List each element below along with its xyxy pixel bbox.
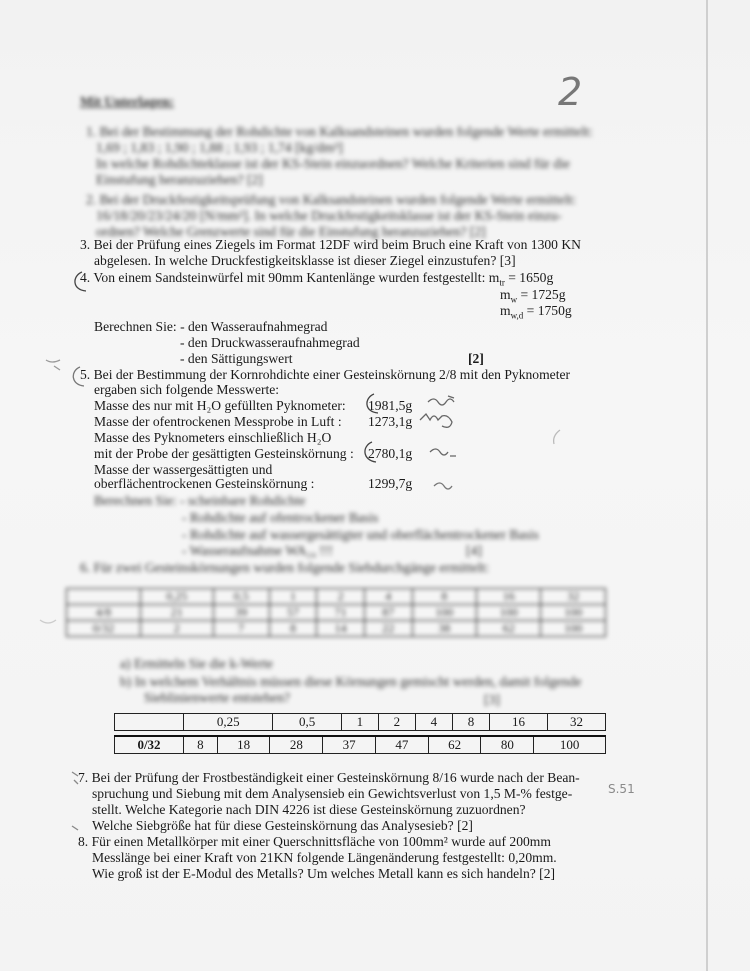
q8-line: Messlänge bei einer Kraft von 21KN folgende Längenänderung festgestellt: 0,20mm. <box>92 850 557 865</box>
q3-line-2: abgelesen. In welche Druckfestigkeitsklasse ist dieser Ziegel einzustufen? [3] <box>94 253 516 268</box>
q5-row-label: mit der Probe der gesättigten Gesteinskörnung : <box>94 446 354 461</box>
table-cell: 100 <box>541 605 606 621</box>
q7-line: stellt. Welche Kategorie nach DIN 4226 ist diese Gesteinskörnung zuzuordnen? <box>92 802 526 817</box>
q4-sub-tr: tr <box>499 277 505 288</box>
table-cell: 21 <box>140 605 213 621</box>
stray-mark-2 <box>40 620 56 623</box>
page-number-handwritten: 2 <box>558 70 583 114</box>
q5-line-1: 5. Bei der Bestimmung der Kornrohdichte einer Gesteinskörnung 2/8 mit den Pyknometer <box>80 367 571 382</box>
q4-m-symbol: m <box>500 287 511 302</box>
q4-item-2: - den Druckwasseraufnahmegrad <box>180 335 360 350</box>
q6-line: 6. Für zwei Gesteinskörnungen wurden folgende Siebdurchgänge ermittelt: <box>80 560 490 575</box>
table-cell: 62 <box>477 621 541 637</box>
m2-scribble <box>430 449 456 456</box>
q5-value: 2780,1g <box>368 446 413 461</box>
table-cell: 0/32 <box>67 621 141 637</box>
v1-paren-mark <box>367 394 378 413</box>
table-row-label: 0/32 <box>115 736 184 754</box>
table-cell: 100 <box>477 605 541 621</box>
margin-note: S.51 <box>608 782 635 796</box>
q5-blur-line: Berechnen Sie: - scheinbare Rohdichte <box>94 493 306 508</box>
q5-blur-line: - Wasseraufnahme WA₂₄ !!! <box>182 543 333 558</box>
table-cell: 2 <box>317 589 365 605</box>
q4-points: [2] <box>468 351 484 366</box>
q7-line: 7. Bei der Prüfung der Frostbeständigkeit einer Gesteinskörnung 8/16 wurde nach der Bean- <box>78 770 580 785</box>
q5-circle-mark <box>73 367 84 386</box>
table-cell: 2 <box>378 714 415 731</box>
q5-row-label: Masse des Pyknometers einschließlich H₂O <box>94 430 332 445</box>
table-cell: 62 <box>428 736 481 754</box>
q5-blur-line: - Rohdichte auf ofentrockener Basis <box>182 510 379 525</box>
table-cell: 22 <box>364 621 412 637</box>
q1-line: In welche Rohdichteklasse ist der KS-Stein einzuordnen? Welche Kriterien sind für die <box>96 156 570 171</box>
q4-berechnen: Berechnen Sie: - den Wasseraufnahmegrad <box>94 319 328 334</box>
q5-row-label: Masse der wassergesättigten und <box>94 462 273 477</box>
table-cell: 16 <box>477 589 541 605</box>
table-cell: 4 <box>415 714 452 731</box>
table-cell: 16 <box>489 714 547 731</box>
q1-line: 1,69 ; 1,83 ; 1,90 ; 1,88 ; 1,93 ; 1,74 [kg/dm³] <box>96 140 343 155</box>
q4-m-symbol: m <box>500 303 511 318</box>
v4-paren-mark <box>365 442 376 462</box>
q1-line: Einstufung heranzuziehen? [2] <box>96 172 263 187</box>
q5-blur-line: - Rohdichte auf wassergesättigter und oberflächentrockener Basis <box>182 527 539 542</box>
m4-scribble <box>420 414 452 427</box>
heading: Mit Unterlagen: <box>80 94 174 109</box>
q3-line-1: 3. Bei der Prüfung eines Ziegels im Format 12DF wird beim Bruch eine Kraft von 1300 KN <box>80 237 581 252</box>
q4-value-3: = 1750g <box>523 303 572 318</box>
q5-row-label: Masse der ofentrockenen Messprobe in Luft : <box>94 414 342 429</box>
q4-value-1: = 1650g <box>504 270 554 285</box>
q2-line: 2. Bei der Druckfestigkeitsprüfung von Kalksandsteinen wurden folgende Werte ermittelt: <box>86 192 577 207</box>
q4-line-1: 4. Von einem Sandsteinwürfel mit 90mm Kantenlänge wurden festgestellt: m <box>80 270 500 285</box>
q6-part-b: b) In welchem Verhältnis müssen diese Körnungen gemischt werden, damit folgende <box>120 674 582 689</box>
q2-line: ordnen? Welche Grenzwerte sind für die Einstufung heranzuziehen? [2] <box>96 224 486 239</box>
q1-line: 1. Bei der Bestimmung der Rohdichte von Kalksandsteinen wurden folgende Werte ermittelt: <box>86 124 593 139</box>
q5-line-2: ergaben sich folgende Messwerte: <box>94 382 280 397</box>
q8-line: Wie groß ist der E-Modul des Metalls? Um welches Metall kann es sich handeln? [2] <box>92 866 556 881</box>
q7-tick <box>72 772 78 784</box>
q5-value: 1273,1g <box>368 414 413 429</box>
table-cell: 8 <box>412 589 476 605</box>
q6-points: [3] <box>484 692 500 707</box>
table-cell: 100 <box>541 621 606 637</box>
q5-row-label: Masse des nur mit H₂O gefüllten Pyknometer: <box>94 398 346 413</box>
table-cell: 57 <box>269 605 317 621</box>
q4-sub-wd: w,d <box>510 310 524 321</box>
table-cell: 100 <box>534 736 606 754</box>
table-cell: 18 <box>217 736 270 754</box>
table-cell: 14 <box>317 621 365 637</box>
table-cell: 80 <box>481 736 534 754</box>
table-cell: 7 <box>213 621 269 637</box>
q5-row-label-cut: oberflächentrockenen Gesteinskörnung : <box>94 476 315 491</box>
table-cell: 0,25 <box>184 714 273 731</box>
table-cell: 47 <box>375 736 428 754</box>
q6-part-b2: Sieblinienwerte entstehen? <box>144 690 291 705</box>
table-cell: 100 <box>412 605 476 621</box>
table-cell: 8 <box>184 736 218 754</box>
table-cell: 0,25 <box>140 589 213 605</box>
m-scribble <box>434 483 452 489</box>
table-cell: 37 <box>323 736 376 754</box>
table-cell: 39 <box>213 605 269 621</box>
table-cell: 1 <box>269 589 317 605</box>
q8-line: 8. Für einen Metallkörper mit einer Querschnittsfläche von 100mm² wurde auf 200mm <box>78 834 551 849</box>
table-cell: 8 <box>269 621 317 637</box>
table-cell: 32 <box>541 589 606 605</box>
table-cell: 32 <box>547 714 605 731</box>
table-cell: 0,5 <box>213 589 269 605</box>
table-cell: 87 <box>364 605 412 621</box>
q2-line: 16/18/20/23/24/20 [N/mm²]. In welche Druckfestigkeitsklasse ist der KS-Stein einzu- <box>96 208 562 223</box>
q7-line: Welche Siebgröße hat für diese Gesteinskörnung das Analysesieb? [2] <box>92 818 473 833</box>
q5-value-cut: 1299,7g <box>368 476 413 491</box>
q4-circle-mark <box>75 272 86 291</box>
q6-part-a: a) Ermitteln Sie die k-Werte <box>120 656 273 671</box>
table-cell: 4 <box>364 589 412 605</box>
q5-value: 1981,5g <box>368 398 413 413</box>
q7-line: spruchung und Siebung mit dem Analysensieb ein Gewichtsverlust von 1,5 M-% festge- <box>92 786 573 801</box>
table-cell: 4/8 <box>67 605 141 621</box>
stray-mark <box>554 430 560 444</box>
table-cell: 71 <box>317 605 365 621</box>
q4-sub-w: w <box>510 294 518 305</box>
q4-item-3: - den Sättigungswert <box>180 351 293 366</box>
table-cell: 1 <box>341 714 378 731</box>
table-cell: 28 <box>270 736 323 754</box>
table-cell: 8 <box>452 714 489 731</box>
table-cell: 2 <box>140 621 213 637</box>
margin-tick <box>46 360 60 370</box>
q4-value-2: = 1725g <box>517 287 566 302</box>
m3-scribble <box>428 396 454 405</box>
q5-blur-points: [4] <box>466 543 482 558</box>
table-cell: 0,5 <box>273 714 341 731</box>
table-cell: 38 <box>412 621 476 637</box>
q8-tick <box>72 826 78 830</box>
